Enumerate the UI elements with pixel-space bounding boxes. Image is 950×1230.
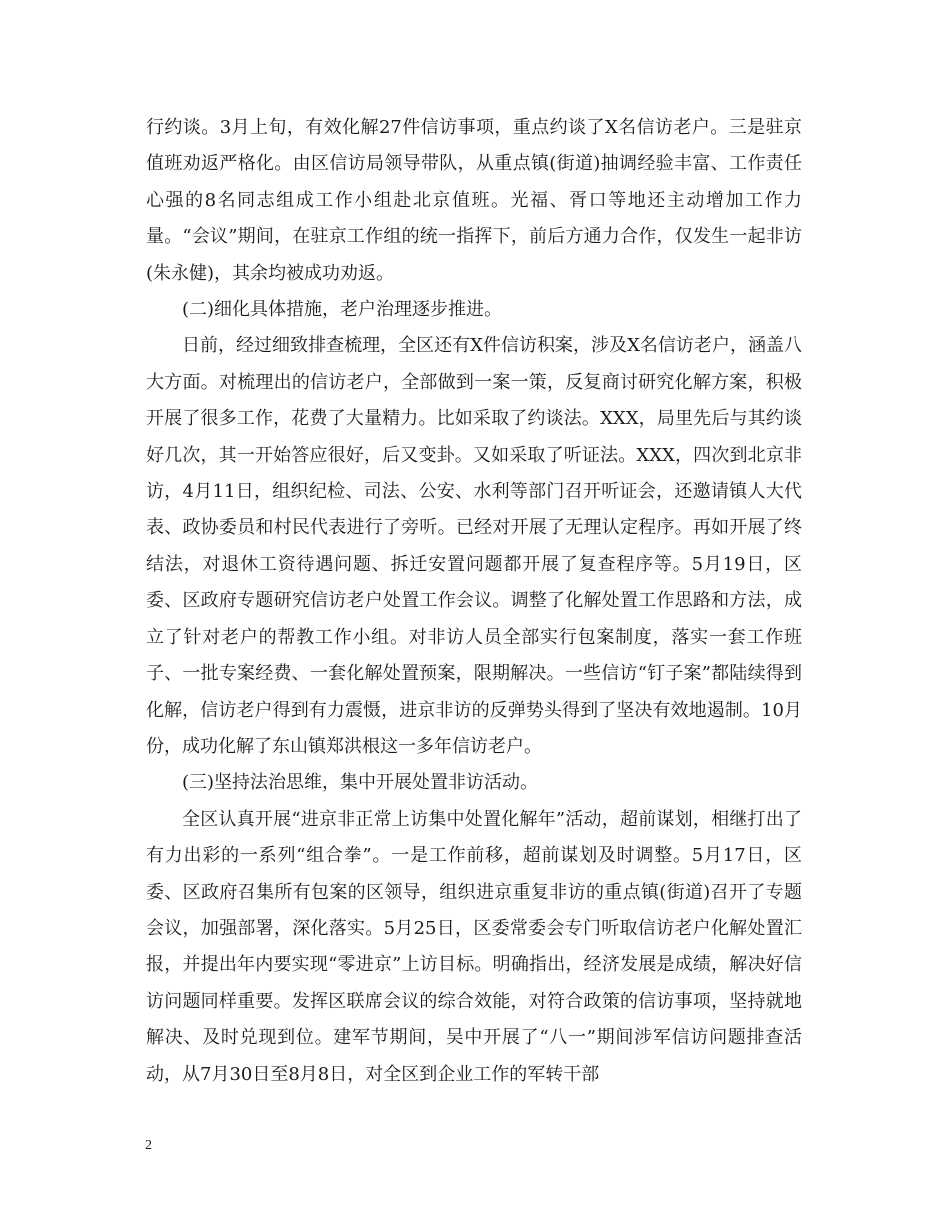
page-number: 2 xyxy=(145,1138,152,1153)
paragraph-old-cases: 日前，经过细致排查梳理，全区还有X件信访积案，涉及X名信访老户，涵盖八大方面。对梳理出的信访老户，全部做到一案一策，反复商讨研究化解方案，积极开展了很多工作，花费了大量精力。比如采取了约谈法。XXX，局里先后与其约谈好几次，其一开始答应很好，后又变卦。又如采取了听证法。XXX，四次到北京非访，4月11日，组织纪检、司法、公安、水利等部门召开听证会，还邀请镇人大代表、政协委员和村民代表进行了旁听。已经对开展了无理认定程序。再如开展了终结法，对退休工资待遇问题、拆迁安置问题都开展了复查程序等。5月19日，区委、区政府专题研究信访老户处置工作会议。调整了化解处置工作思路和方法，成立了针对老户的帮教工作小组。对非访人员全部实行包案制度，落实一套工作班子、一批专案经费、一套化解处置预案，限期解决。一些信访“钉子案”都陆续得到化解，信访老户得到有力震慑，进京非访的反弹势头得到了坚决有效地遏制。10月份，成功化解了东山镇郑洪根这一多年信访老户。 xyxy=(146,335,802,757)
section-heading-2: (二)细化具体措施，老户治理逐步推进。 xyxy=(182,299,503,321)
paragraph-rule-of-law: 全区认真开展“进京非正常上访集中处置化解年”活动，超前谋划，相继打出了有力出彩的一系列“组合拳”。一是工作前移，超前谋划及时调整。5月17日，区委、区政府召集所有包案的区领导，组织进京重复非访的重点镇(街道)召开了专题会议，加强部署，深化落实。5月25日，区委常委会专门听取信访老户化解处置汇报，并提出年内要实现“零进京”上访目标。明确指出，经济发展是成绩，解决好信访问题同样重要。发挥区联席会议的综合效能，对符合政策的信访事项，坚持就地解决、及时兑现到位。建军节期间，吴中开展了“八一”期间涉军信访问题排查活动，从7月30日至8月8日，对全区到企业工作的军转干部 xyxy=(146,808,802,1085)
body-text xyxy=(146,110,802,1093)
section-heading-3: (三)坚持法治思维，集中开展处置非访活动。 xyxy=(182,772,539,794)
paragraph-continuation: 行约谈。3月上旬，有效化解27件信访事项，重点约谈了X名信访老户。三是驻京值班劝返严格化。由区信访局领导带队，从重点镇(街道)抽调经验丰富、工作责任心强的8名同志组成工作小组赴北京值班。光福、胥口等地还主动增加工作力量。“会议”期间，在驻京工作组的统一指挥下，前后方通力合作，仅发生一起非访(朱永健)，其余均被成功劝返。 xyxy=(146,117,802,284)
